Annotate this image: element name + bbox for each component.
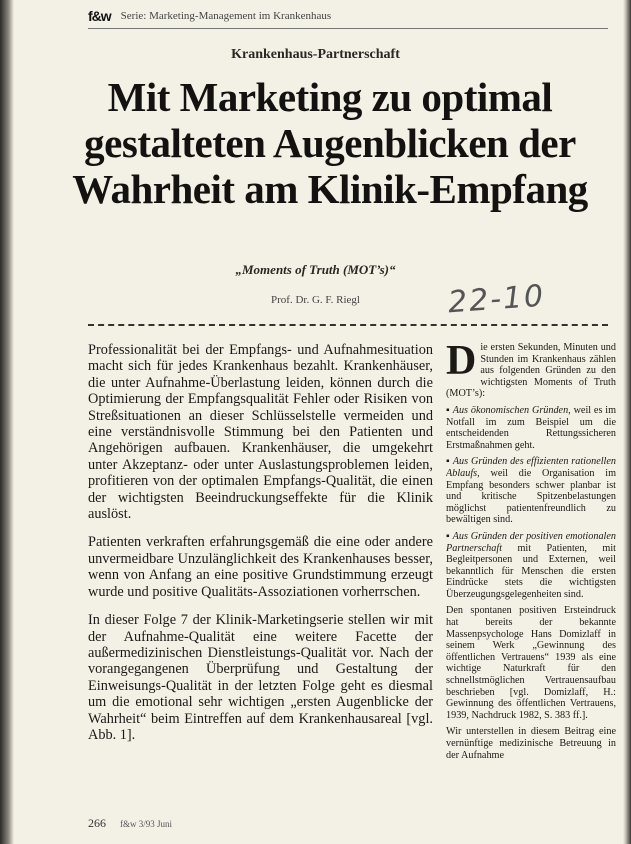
drop-cap: D [446, 342, 477, 384]
publication-info: f&w 3/93 Juni [120, 819, 173, 829]
section-divider [88, 324, 608, 326]
bullet-partnership: ▪ Aus Gründen der positiven emotionalen Partnerschaft mit Patienten, mit Begleitpersonen und Externen, weil bekanntlich für Menschen die ersten Eindrücke stets die wichtigsten Überzeugungsgelegenheiten sind. [446, 530, 616, 600]
left-column [88, 342, 433, 755]
body-paragraph: Wir unterstellen in diesem Beitrag eine vernünftige medizinische Betreuung in der Aufnahme [446, 726, 616, 761]
page-header [88, 8, 331, 24]
body-paragraph: Den spontanen positiven Ersteindruck hat bereits der bekannte Massenpsychologe Hans Domizlaff in seinem Werk „Gewinnung des öffentlichen Vertrauens“ 1939 als eine wichtige Naturkraft für den schnellstmöglichen Vertrauensaufbau beschrieben [vgl. Domizlaff, H.: Gewinnung des öffentlichen Vertrauens, 1939, Nachdruck 1982, S. 383 ff.]. [446, 605, 616, 721]
intro-paragraph: Die ersten Sekunden, Minuten und Stunden im Krankenhaus zählen aus folgenden Gründen zu den wichtigsten Moments of Truth (MOT’s): [446, 342, 616, 400]
binding-shadow-right [623, 0, 631, 844]
body-paragraph: Patienten verkraften erfahrungsgemäß die eine oder andere unvermeidbare Unzulänglichkeit des Krankenhauses besser, wenn von Anfang an eine positive Grundstimmung erzeugt wurde und positive Qualitäts-Assoziationen vorherrschen. [88, 534, 433, 600]
handwritten-annotation: 22-10 [446, 278, 547, 321]
lead-paragraph: Professionalität bei der Empfangs- und Aufnahmesituation macht sich für jedes Krankenhaus bezahlt. Krankenhäuser, die unter Aufnahme-Überlastung leiden, können durch die Optimierung der Empfangsqualität Fehler oder Risiken von Streßsituationen an dieser Schlüsselstelle vermeiden und eine verständnisvolle Stimmung bei den Patienten und Angehörigen aufbauen. Krankenhäuser, die umgekehrt unter Akzeptanz- oder unter Auslastungsproblemen leiden, profitieren von der optimalen Empfangs-Qualität, die einen der wichtigsten Beeindruckungseffekte für die Klinik auslöst. [88, 342, 433, 523]
article-headline: Mit Marketing zu optimal gestalteten Augenblicken der Wahrheit am Klinik-Empfang [72, 74, 588, 212]
body-paragraph: In dieser Folge 7 der Klinik-Marketingserie stellen wir mit der Aufnahme-Qualität eine weitere Facette der außermedizinischen Dienstleistungs-Qualität vor. Nach der vorangegangenen Überprüfung und Gestaltung der Einweisungs-Qualität in der letzten Folge geht es diesmal um die emotional sehr wichtigen „ersten Augenblicke der Wahrheit“ beim Eintreffen auf dem Krankenhausareal [vgl. Abb. 1]. [88, 612, 433, 743]
article-subtitle: „Moments of Truth (MOT’s)“ [235, 262, 396, 277]
series-title: Serie: Marketing-Management im Krankenhaus [120, 10, 332, 22]
binding-shadow-left [0, 0, 14, 844]
bullet-efficiency: ▪ Aus Gründen des effizienten rationellen Ablaufs, weil die Organisation im Empfang besonders schwer planbar ist und kritische Spitzenbelastungen möglichst patientenfreundlich zu bewältigen sind. [446, 456, 616, 526]
article-author: Prof. Dr. G. F. Riegl [271, 294, 360, 306]
article-kicker: Krankenhaus-Partnerschaft [231, 47, 400, 62]
journal-logo: f&w [88, 8, 111, 24]
page-number: 266 [88, 816, 106, 830]
right-column [446, 342, 616, 826]
page-footer [88, 816, 172, 831]
header-rule [88, 28, 608, 29]
bullet-economic: ▪ Aus ökonomischen Gründen, weil es im Notfall im zum Beispiel um die entscheidenden Rettungssicheren Erstmaßnahmen geht. [446, 404, 616, 451]
